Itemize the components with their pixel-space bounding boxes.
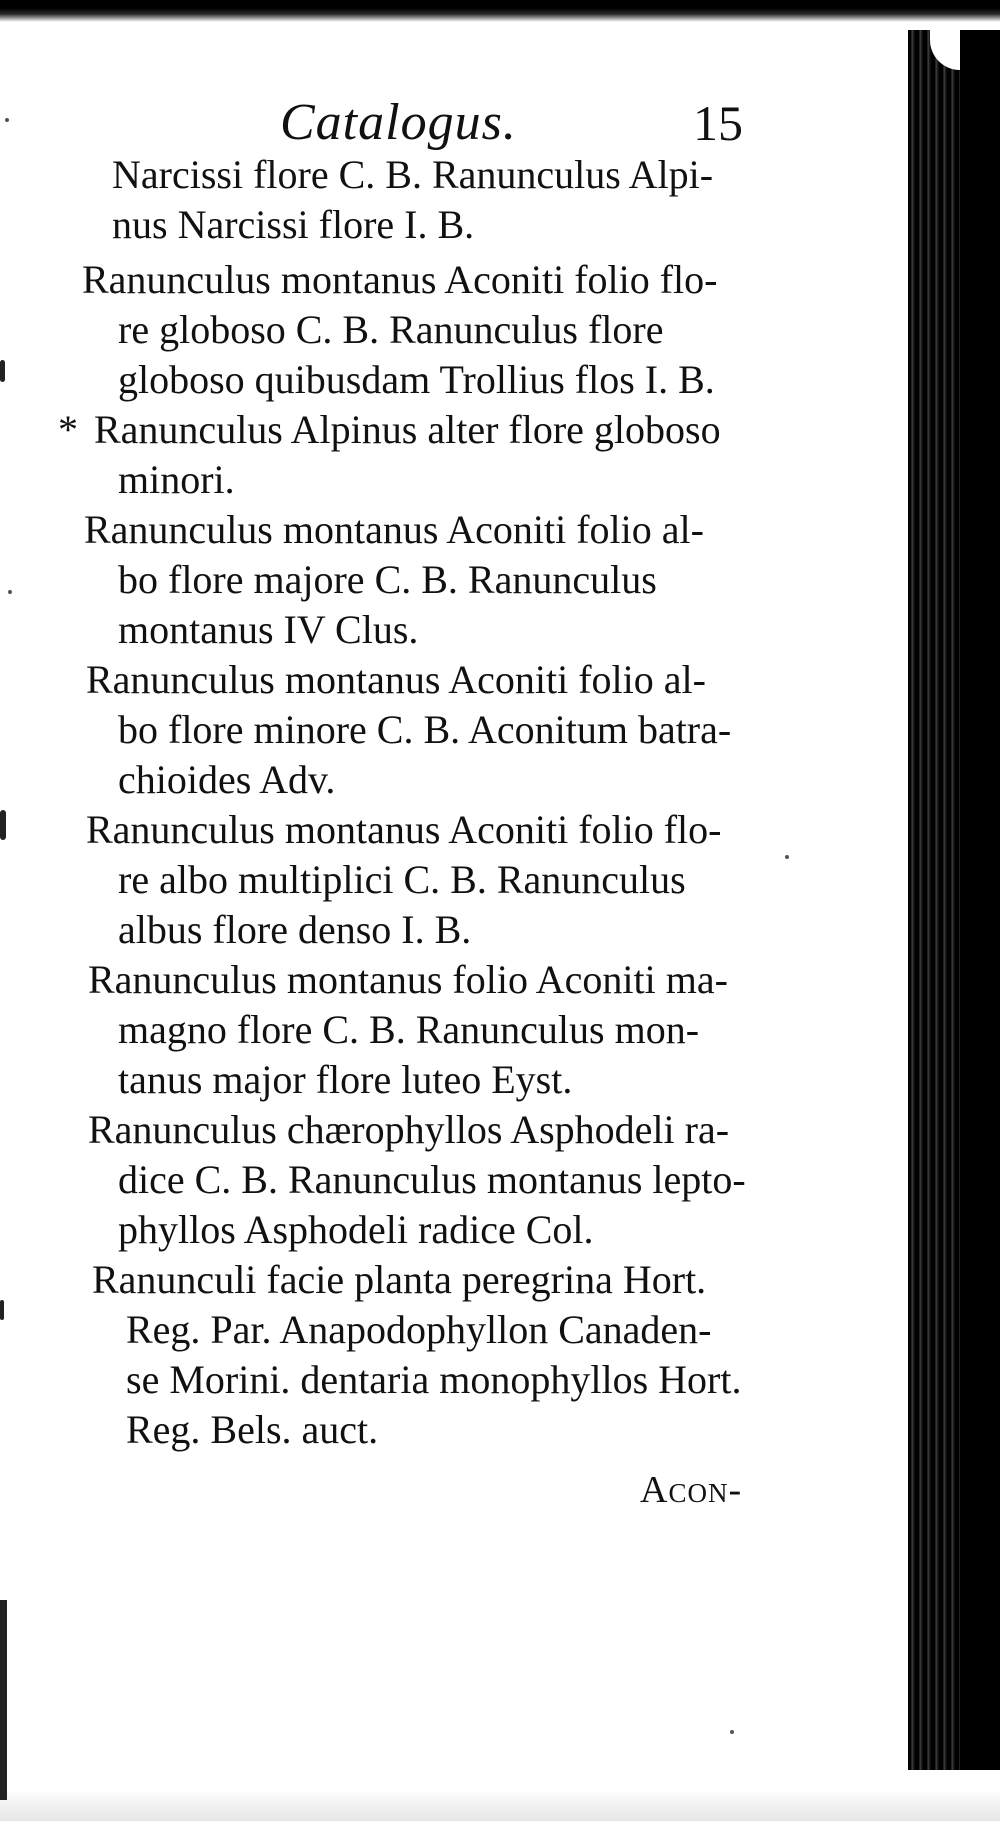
ink-speck: [785, 855, 789, 859]
page-header: [0, 88, 1000, 158]
running-title: Catalogus.: [280, 94, 517, 151]
ink-speck: [8, 590, 12, 594]
text-line: Ranunculus montanus Aconiti folio al-: [86, 657, 706, 702]
text-line: Ranunculus chærophyllos Asphodeli ra-: [88, 1107, 730, 1152]
text-line: Reg. Par. Anapodophyllon Canaden-: [126, 1307, 712, 1352]
text-line: bo flore minore C. B. Aconitum batra-: [118, 707, 732, 752]
text-line: Reg. Bels. auct.: [126, 1407, 379, 1452]
text-line: chioides Adv.: [118, 757, 336, 802]
book-fore-edge-shadow: [960, 30, 1000, 1770]
gutter-mark: [0, 1300, 4, 1320]
text-line: magno flore C. B. Ranunculus mon-: [118, 1007, 700, 1052]
text-line: nus Narcissi flore I. B.: [112, 202, 475, 247]
text-line: Ranunculus montanus Aconiti folio flo-: [86, 807, 722, 852]
text-line: Ranunculi facie planta peregrina Hort.: [92, 1257, 707, 1302]
text-line: Ranunculus montanus Aconiti folio flo-: [82, 257, 718, 302]
gutter-mark: [0, 1600, 7, 1800]
text-line: albus flore denso I. B.: [118, 907, 472, 952]
text-line: Ranunculus Alpinus alter flore globoso: [94, 407, 721, 452]
catchword: Acon-: [640, 1469, 743, 1511]
ink-speck: [730, 1730, 734, 1734]
text-line: phyllos Asphodeli radice Col.: [118, 1207, 594, 1252]
text-line: re globoso C. B. Ranunculus flore: [118, 307, 664, 352]
page-number: 15: [693, 95, 743, 151]
entry-marker: *: [58, 407, 78, 452]
text-line: re albo multiplici C. B. Ranunculus: [118, 857, 686, 902]
text-line: globoso quibusdam Trollius flos I. B.: [118, 357, 715, 402]
scan-top-edge: [0, 0, 1000, 22]
text-line: Ranunculus montanus folio Aconiti ma-: [88, 957, 728, 1002]
text-line: Narcissi flore C. B. Ranunculus Alpi-: [112, 152, 714, 197]
text-line: bo flore majore C. B. Ranunculus: [118, 557, 657, 602]
gutter-mark: [0, 360, 5, 382]
text-line: montanus IV Clus.: [118, 607, 419, 652]
scan-bottom-edge: [0, 1790, 1000, 1821]
gutter-mark: [0, 810, 6, 840]
text-line: minori.: [118, 457, 235, 502]
text-line: tanus major flore luteo Eyst.: [118, 1057, 573, 1102]
text-line: Ranunculus montanus Aconiti folio al-: [84, 507, 704, 552]
text-line: se Morini. dentaria monophyllos Hort.: [126, 1357, 742, 1402]
text-line: dice C. B. Ranunculus montanus lepto-: [118, 1157, 746, 1202]
